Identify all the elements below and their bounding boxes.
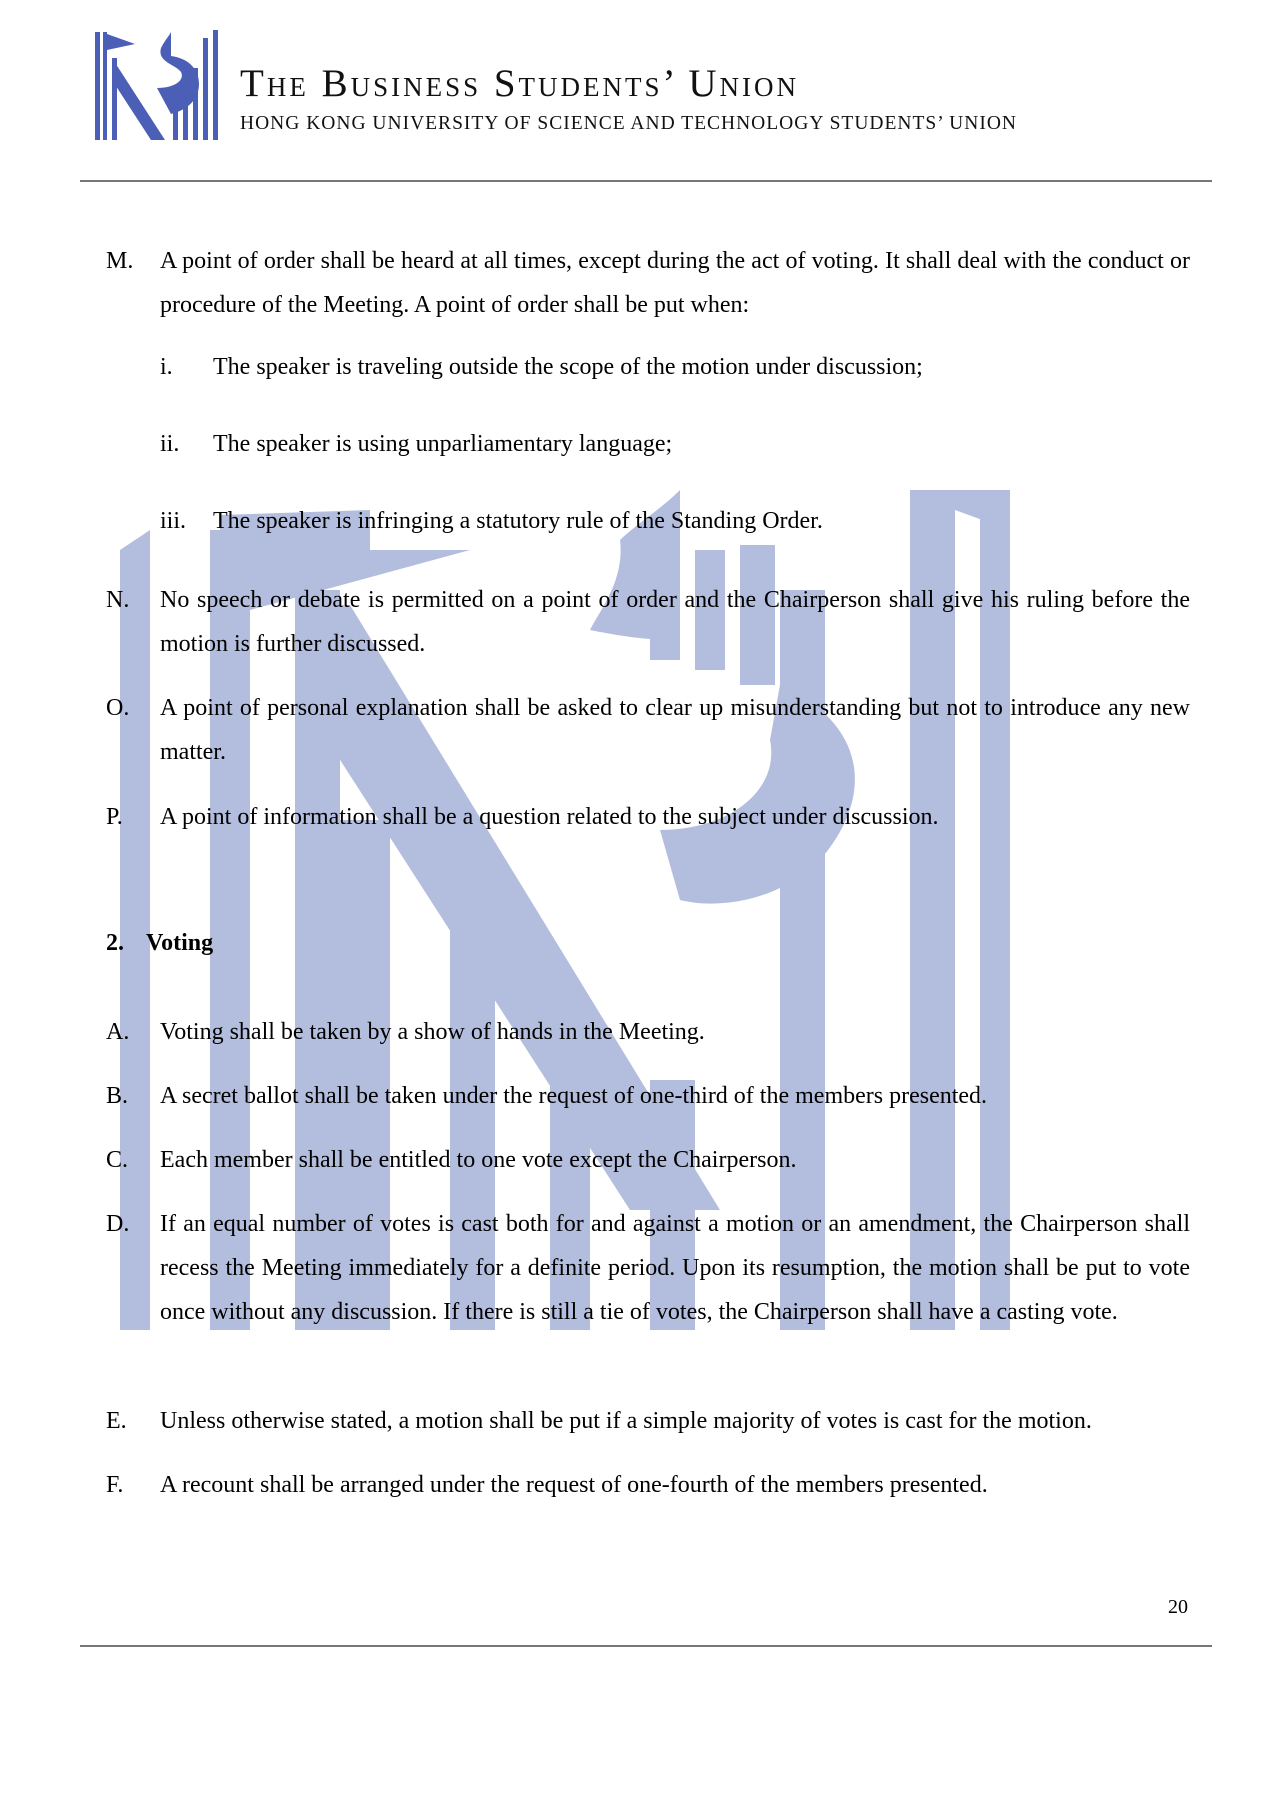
- voting-clause-d: [106, 1202, 1190, 1334]
- clause-m: [106, 239, 1190, 327]
- section-heading: [106, 921, 213, 965]
- subclause-text: The speaker is traveling outside the scope of the motion under discussion;: [213, 354, 923, 380]
- footer-divider: [80, 1645, 1212, 1647]
- clause-text: A secret ballot shall be taken under the request of one-third of the members presented.: [160, 1083, 988, 1109]
- page-number: 20: [1168, 1596, 1188, 1618]
- clause-label: C.: [106, 1147, 129, 1173]
- clause-text: Voting shall be taken by a show of hands in the Meeting.: [160, 1019, 705, 1045]
- subclause-label: i.: [160, 354, 173, 380]
- subclause-i: [160, 345, 1190, 389]
- clause-text: If an equal number of votes is cast both for and against a motion or an amendment, the Chairperson shall recess the Meeting immediately for a definite period. Upon its resumption, the motion shall be put to vote once without any discussion. If there is still a tie of votes, the Chairperson shall have a casting vote.: [160, 1211, 1190, 1325]
- clause-p: [106, 795, 1190, 839]
- clause-o: [106, 686, 1190, 774]
- subclause-label: iii.: [160, 508, 187, 534]
- clause-text: A point of order shall be heard at all times, except during the act of voting. It shall deal with the conduct or procedure of the Meeting. A point of order shall be put when:: [160, 248, 1190, 318]
- voting-clause-b: [106, 1074, 1190, 1118]
- voting-clause-a: [106, 1010, 1190, 1054]
- section-title: Voting: [146, 930, 214, 956]
- clause-label: N.: [106, 587, 130, 613]
- header-divider: [80, 180, 1212, 182]
- clause-text: A point of information shall be a question related to the subject under discussion.: [160, 804, 939, 830]
- clause-label: D.: [106, 1211, 130, 1237]
- clause-label: P.: [106, 804, 123, 830]
- clause-label: A.: [106, 1019, 130, 1045]
- clause-label: F.: [106, 1472, 124, 1498]
- subclause-text: The speaker is using unparliamentary language;: [213, 431, 673, 457]
- bsu-logo-icon: [95, 28, 225, 140]
- clause-text: Unless otherwise stated, a motion shall be put if a simple majority of votes is cast for the motion.: [160, 1408, 1092, 1434]
- clause-label: B.: [106, 1083, 129, 1109]
- subclause-text: The speaker is infringing a statutory rule of the Standing Order.: [213, 508, 823, 534]
- voting-clause-f: [106, 1463, 1190, 1507]
- clause-label: M.: [106, 248, 134, 274]
- clause-text: A recount shall be arranged under the request of one-fourth of the members presented.: [160, 1472, 988, 1498]
- clause-text: Each member shall be entitled to one vote except the Chairperson.: [160, 1147, 797, 1173]
- org-title: The Business Students’ Union: [240, 62, 800, 105]
- subclause-ii: [160, 422, 1190, 466]
- subclause-iii: [160, 499, 1190, 543]
- subclause-label: ii.: [160, 431, 180, 457]
- section-number: 2.: [106, 930, 124, 956]
- clause-text: No speech or debate is permitted on a point of order and the Chairperson shall give his ruling before the motion is further discussed.: [160, 587, 1190, 657]
- org-subtitle: HONG KONG UNIVERSITY OF SCIENCE AND TECHNOLOGY STUDENTS’ UNION: [240, 113, 1017, 134]
- clause-n: [106, 578, 1190, 666]
- clause-text: A point of personal explanation shall be asked to clear up misunderstanding but not to introduce any new matter.: [160, 695, 1190, 765]
- clause-label: O.: [106, 695, 130, 721]
- voting-clause-e: [106, 1399, 1190, 1443]
- voting-clause-c: [106, 1138, 1190, 1182]
- clause-label: E.: [106, 1408, 127, 1434]
